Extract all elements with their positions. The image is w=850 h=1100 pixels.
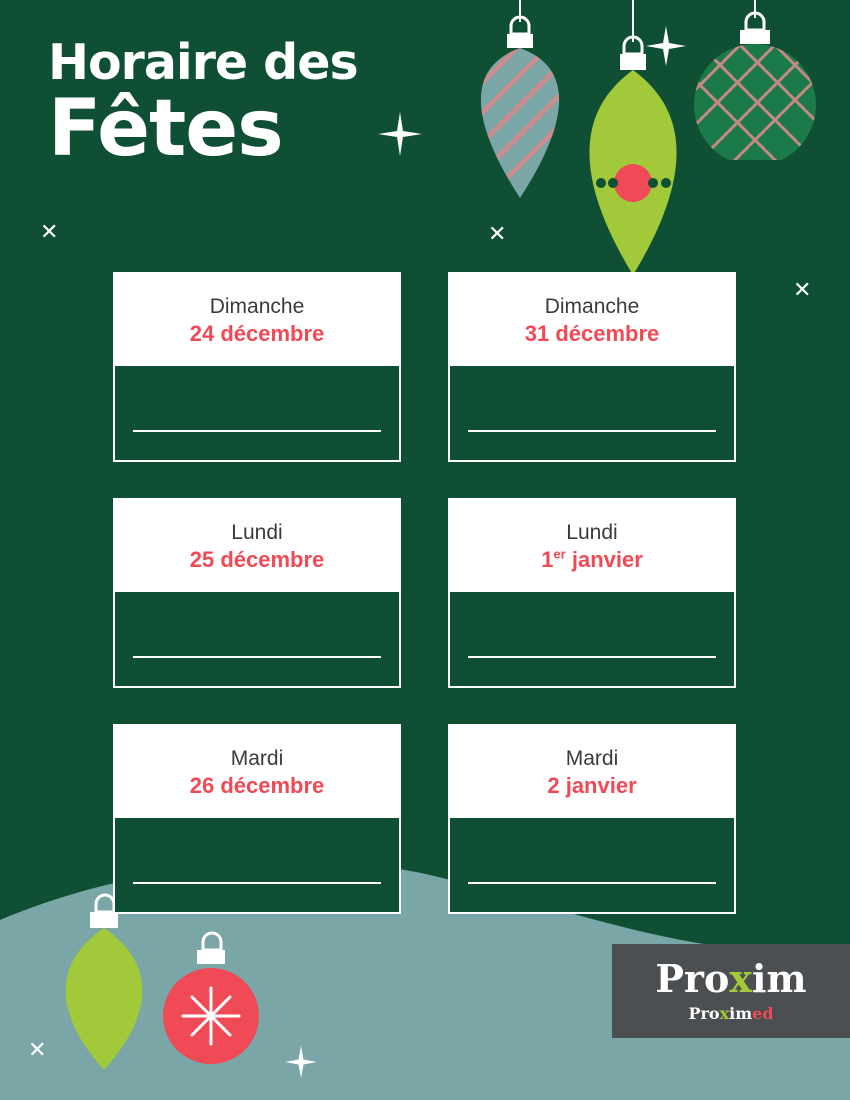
card-header — [450, 274, 734, 366]
schedule-card — [448, 724, 736, 914]
card-date-label: 26 décembre — [189, 772, 325, 798]
logo-sub-im: im — [729, 1003, 753, 1023]
cross-decor-icon: ✕ — [40, 220, 59, 245]
logo-subbrand — [688, 1004, 773, 1023]
schedule-card — [113, 724, 401, 914]
card-day-label: Mardi — [565, 746, 619, 770]
card-date-suffix: er — [553, 546, 566, 562]
card-hours-area[interactable] — [450, 366, 734, 460]
card-day-label: Mardi — [230, 746, 284, 770]
card-date-label: 31 décembre — [524, 320, 660, 346]
card-write-line — [133, 656, 381, 658]
card-date-month: janvier — [565, 546, 643, 572]
card-write-line — [468, 882, 716, 884]
logo-im: im — [751, 955, 807, 1001]
logo-pro: Pro — [655, 955, 730, 1001]
card-date-label: 25 décembre — [189, 546, 325, 572]
card-header — [450, 500, 734, 592]
card-write-line — [468, 656, 716, 658]
cross-decor-icon: ✕ — [793, 278, 812, 303]
logo-wordmark — [655, 955, 807, 1001]
card-hours-area[interactable] — [115, 818, 399, 912]
brand-logo — [612, 944, 850, 1038]
ornament-green-ball — [685, 0, 825, 160]
card-date-label — [541, 546, 643, 575]
schedule-card — [448, 498, 736, 688]
card-hours-area[interactable] — [450, 818, 734, 912]
card-hours-area[interactable] — [115, 592, 399, 686]
cross-decor-icon: ✕ — [28, 1038, 47, 1063]
card-write-line — [133, 882, 381, 884]
ornament-red-ball — [160, 930, 265, 1070]
logo-sub-pro: Pro — [688, 1003, 720, 1023]
card-write-line — [133, 430, 381, 432]
card-date-number: 1 — [541, 546, 554, 572]
schedule-card — [113, 498, 401, 688]
card-header — [115, 726, 399, 818]
card-day-label: Lundi — [566, 520, 618, 544]
title-line-1: Horaire des — [48, 34, 358, 91]
card-day-label: Lundi — [231, 520, 283, 544]
sparkle-icon — [378, 112, 422, 156]
schedule-card-grid — [113, 272, 738, 914]
card-date-label: 2 janvier — [547, 772, 637, 798]
card-day-label: Dimanche — [209, 294, 305, 318]
title-line-2: Fêtes — [48, 84, 283, 174]
card-header — [115, 274, 399, 366]
card-hours-area[interactable] — [115, 366, 399, 460]
card-hours-area[interactable] — [450, 592, 734, 686]
page-title — [48, 34, 358, 174]
card-header — [450, 726, 734, 818]
logo-x: x — [729, 955, 752, 1001]
card-header — [115, 500, 399, 592]
card-write-line — [468, 430, 716, 432]
schedule-card — [113, 272, 401, 462]
logo-sub-x: x — [719, 1003, 730, 1023]
card-day-label: Dimanche — [544, 294, 640, 318]
ornament-green-diamond-small — [48, 888, 163, 1073]
schedule-card — [448, 272, 736, 462]
card-date-label: 24 décembre — [189, 320, 325, 346]
logo-sub-ed: ed — [752, 1003, 774, 1023]
sparkle-icon — [285, 1046, 317, 1078]
cross-decor-icon: ✕ — [488, 222, 507, 247]
sparkle-icon — [646, 26, 686, 66]
